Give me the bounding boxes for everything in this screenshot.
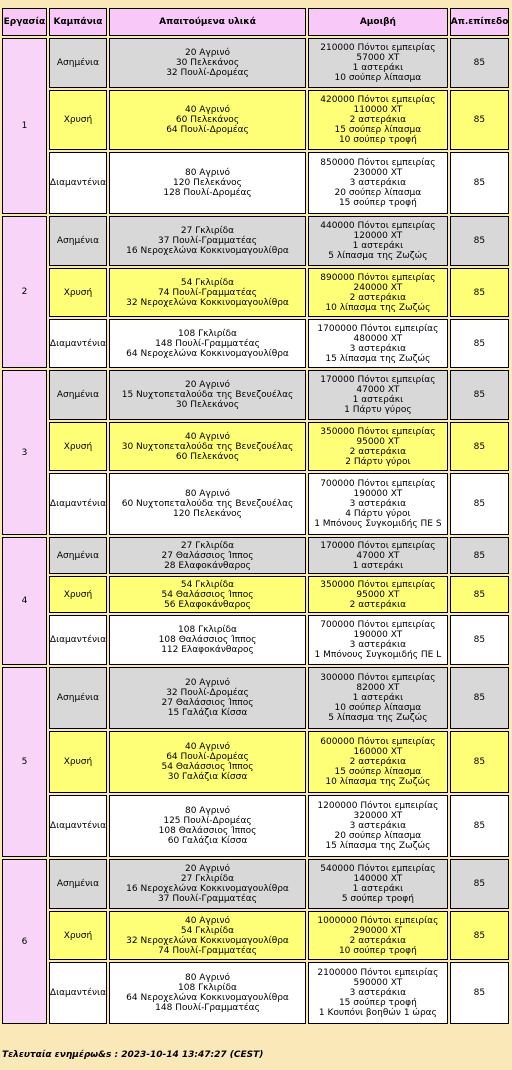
reward-line: 2 αστεράκια (349, 446, 407, 457)
reward-line: 3 αστεράκια (349, 988, 407, 998)
reward-line: 15 σούπερ λίπασμα (334, 125, 422, 135)
reward-line: 1700000 Πόντοι εμπειρίας (317, 323, 439, 334)
table-row (2, 90, 509, 150)
reward-line: 2 αστεράκια (349, 935, 407, 946)
material-line: 30 Πελεκάνος (175, 58, 240, 68)
campaign-cell: Χρυσή (49, 422, 107, 471)
material-line: 60 Πελεκάνος (175, 451, 240, 462)
material-line: 54 Γκλιρίδα (180, 579, 235, 590)
table-row (2, 795, 509, 857)
reward-line: 1000000 Πόντοι εμπειρίας (317, 915, 439, 926)
reward-line: 10 λίπασμα της Ζωζώς (325, 777, 431, 787)
level-cell: 85 (450, 268, 509, 317)
reward-line: 890000 Πόντοι εμπειρίας (320, 272, 436, 283)
campaign-cell: Διαμαντένια (49, 795, 107, 857)
campaign-cell: Διαμαντένια (49, 473, 107, 535)
reward-line: 5 σούπερ τροφή (341, 894, 414, 904)
reward-line: 1200000 Πόντοι εμπειρίας (317, 801, 439, 811)
reward-cell (308, 90, 448, 150)
campaign-cell: Χρυσή (49, 90, 107, 150)
material-line: 74 Πουλί-Γραμματέας (158, 945, 257, 956)
reward-line: 300000 Πόντοι εμπειρίας (320, 673, 436, 683)
campaign-cell: Διαμαντένια (49, 615, 107, 665)
material-line: 37 Πουλί-Γραμματέας (158, 894, 257, 904)
reward-cell (308, 962, 448, 1024)
materials-cell (109, 216, 306, 266)
materials-cell (109, 268, 306, 317)
material-line: 74 Πουλί-Γραμματέας (158, 287, 257, 298)
reward-line: 230000 XT (353, 168, 403, 178)
reward-line: 3 αστεράκια (349, 640, 407, 650)
level-cell: 85 (450, 216, 509, 266)
task-number: 3 (2, 370, 47, 535)
material-line: 40 Αγρινό (184, 742, 231, 752)
reward-cell (308, 615, 448, 665)
table-row (2, 152, 509, 214)
reward-cell (308, 731, 448, 793)
reward-line: 47000 XT (356, 550, 400, 561)
reward-line: 10 σούπερ λίπασμα (334, 703, 422, 713)
reward-line: 1 αστεράκι (352, 693, 404, 703)
reward-cell (308, 152, 448, 214)
material-line: 112 Ελαφοκάνθαρος (161, 645, 254, 655)
table-row (2, 731, 509, 793)
campaign-cell: Ασημένια (49, 859, 107, 909)
level-cell: 85 (450, 859, 509, 909)
material-line: 27 Γκλιρίδα (180, 874, 235, 884)
material-line: 40 Αγρινό (184, 431, 231, 442)
reward-cell (308, 859, 448, 909)
reward-line: 700000 Πόντοι εμπειρίας (320, 620, 436, 630)
campaign-cell: Ασημένια (49, 38, 107, 88)
material-line: 80 Αγρινό (184, 806, 231, 816)
last-updated: Τελευταία ενημέρω&s : 2023-10-14 13:47:27 (CEST) (2, 1050, 264, 1060)
reward-line: 240000 XT (353, 282, 403, 293)
material-line: 80 Αγρινό (184, 168, 231, 178)
reward-cell (308, 911, 448, 960)
reward-line: 1 Μπόνους Συγκομιδής ΠΕ S (314, 519, 442, 529)
material-line: 32 Πουλί-Δρομέας (166, 688, 249, 698)
material-line: 125 Πουλί-Δρομέας (163, 816, 252, 826)
campaign-cell: Ασημένια (49, 537, 107, 574)
reward-line: 57000 XT (356, 53, 400, 63)
material-line: 30 Γαλάζια Κίσσα (167, 772, 248, 782)
material-line: 30 Πελεκάνος (175, 400, 240, 410)
materials-cell (109, 667, 306, 729)
level-cell: 85 (450, 319, 509, 368)
campaign-cell: Διαμαντένια (49, 962, 107, 1024)
material-line: 148 Πουλί-Γραμματέας (155, 1003, 260, 1013)
reward-line: 600000 Πόντοι εμπειρίας (320, 737, 436, 747)
reward-line: 15 λίπασμα της Ζωζώς (325, 353, 431, 364)
level-cell: 85 (450, 667, 509, 729)
material-line: 40 Αγρινό (184, 105, 231, 115)
material-line: 16 Νεροχελώνα Κοκκινομαγουλίθρα (126, 246, 289, 256)
reward-line: 320000 XT (353, 811, 403, 821)
reward-line: 850000 Πόντοι εμπειρίας (320, 158, 436, 168)
reward-line: 10 λίπασμα της Ζωζώς (325, 302, 431, 313)
table-row (2, 615, 509, 665)
material-line: 60 Πελεκάνος (175, 115, 240, 125)
campaign-cell: Χρυσή (49, 731, 107, 793)
task-number: 5 (2, 667, 47, 857)
reward-line: 420000 Πόντοι εμπειρίας (320, 95, 436, 105)
reward-line: 170000 Πόντοι εμπειρίας (320, 375, 436, 385)
material-line: 60 Νυχτοπεταλούδα της Βενεζουέλας (121, 499, 294, 509)
material-line: 128 Πουλί-Δρομέας (163, 188, 252, 198)
material-line: 108 Θαλάσσιος Ίππος (158, 826, 257, 836)
material-line: 54 Γκλιρίδα (180, 925, 235, 936)
material-line: 56 Ελαφοκάνθαρος (164, 599, 251, 610)
material-line: 108 Γκλιρίδα (178, 625, 237, 635)
reward-line: 3 αστεράκια (349, 821, 407, 831)
table-row (2, 576, 509, 613)
header-task: Εργασία (2, 8, 47, 36)
material-line: 64 Πουλί-Δρομέας (166, 752, 249, 762)
materials-cell (109, 537, 306, 574)
reward-cell (308, 422, 448, 471)
material-line: 16 Νεροχελώνα Κοκκινομαγουλίθρα (126, 884, 289, 894)
level-cell: 85 (450, 152, 509, 214)
materials-cell (109, 859, 306, 909)
reward-line: 590000 XT (353, 978, 403, 988)
reward-cell (308, 38, 448, 88)
material-line: 15 Γαλάζια Κίσσα (167, 708, 248, 718)
material-line: 27 Θαλάσσιος Ίππος (161, 698, 254, 708)
campaign-cell: Διαμαντένια (49, 152, 107, 214)
header-reward: Αμοιβή (308, 8, 448, 36)
reward-line: 700000 Πόντοι εμπειρίας (320, 479, 436, 489)
material-line: 64 Νεροχελώνα Κοκκινομαγουλίθρα (126, 993, 289, 1003)
reward-line: 110000 XT (353, 105, 403, 115)
reward-line: 3 αστεράκια (349, 499, 407, 509)
table-row (2, 537, 509, 574)
reward-line: 3 αστεράκια (349, 178, 407, 188)
table-row (2, 911, 509, 960)
header-row (2, 8, 509, 36)
header-campaign: Καμπάνια (49, 8, 107, 36)
reward-line: 1 αστεράκι (352, 241, 404, 251)
materials-cell (109, 152, 306, 214)
materials-cell (109, 370, 306, 420)
reward-line: 1 Κουπόνι βοηθών 1 ώρας (318, 1008, 437, 1018)
material-line: 20 Αγρινό (184, 48, 231, 58)
reward-line: 20 σούπερ λίπασμα (334, 188, 422, 198)
reward-line: 2 αστεράκια (349, 599, 407, 610)
reward-line: 170000 Πόντοι εμπειρίας (320, 540, 436, 551)
reward-cell (308, 216, 448, 266)
material-line: 80 Αγρινό (184, 489, 231, 499)
level-cell: 85 (450, 90, 509, 150)
material-line: 54 Γκλιρίδα (180, 277, 235, 288)
material-line: 108 Γκλιρίδα (178, 328, 237, 339)
reward-line: 120000 XT (353, 231, 403, 241)
reward-line: 95000 XT (356, 436, 400, 447)
material-line: 120 Πελεκάνος (173, 509, 242, 519)
reward-line: 82000 XT (356, 683, 400, 693)
table-row (2, 422, 509, 471)
material-line: 32 Πουλί-Δρομέας (166, 68, 249, 78)
level-cell: 85 (450, 731, 509, 793)
reward-cell (308, 667, 448, 729)
table-row (2, 859, 509, 909)
reward-line: 210000 Πόντοι εμπειρίας (320, 43, 436, 53)
reward-line: 350000 Πόντοι εμπειρίας (320, 426, 436, 437)
reward-cell (308, 537, 448, 574)
materials-cell (109, 576, 306, 613)
reward-cell (308, 319, 448, 368)
header-level: Απ.επίπεδο (450, 8, 509, 36)
reward-line: 1 αστεράκι (352, 395, 404, 405)
table-row (2, 38, 509, 88)
level-cell: 85 (450, 615, 509, 665)
reward-line: 47000 XT (356, 385, 400, 395)
reward-cell (308, 795, 448, 857)
reward-line: 1 Μπόνους Συγκομιδής ΠΕ L (314, 650, 442, 660)
reward-line: 4 Πάρτυ γύροι (345, 509, 411, 519)
material-line: 54 Θαλάσσιος Ίππος (161, 762, 254, 772)
reward-line: 1 Πάρτυ γύρος (344, 405, 412, 415)
reward-line: 290000 XT (353, 925, 403, 936)
reward-line: 350000 Πόντοι εμπειρίας (320, 579, 436, 590)
reward-line: 1 αστεράκι (352, 63, 404, 73)
reward-line: 15 σούπερ τροφή (338, 998, 417, 1008)
material-line: 54 Θαλάσσιος Ίππος (161, 589, 254, 600)
reward-line: 15 σούπερ λίπασμα (334, 767, 422, 777)
level-cell: 85 (450, 473, 509, 535)
material-line: 148 Πουλί-Γραμματέας (155, 338, 260, 349)
materials-cell (109, 911, 306, 960)
campaign-cell: Ασημένια (49, 667, 107, 729)
level-cell: 85 (450, 795, 509, 857)
reward-line: 1 αστεράκι (352, 884, 404, 894)
level-cell: 85 (450, 422, 509, 471)
material-line: 20 Αγρινό (184, 864, 231, 874)
level-cell: 85 (450, 962, 509, 1024)
task-number: 1 (2, 38, 47, 214)
materials-cell (109, 962, 306, 1024)
material-line: 32 Νεροχελώνα Κοκκινομαγουλίθρα (126, 935, 289, 946)
reward-cell (308, 268, 448, 317)
campaign-cell: Χρυσή (49, 576, 107, 613)
reward-line: 10 σούπερ τροφή (338, 135, 417, 145)
material-line: 27 Γκλιρίδα (180, 226, 235, 236)
material-line: 30 Νυχτοπεταλούδα της Βενεζουέλας (121, 441, 294, 452)
reward-line: 2100000 Πόντοι εμπειρίας (317, 968, 439, 978)
campaign-cell: Διαμαντένια (49, 319, 107, 368)
table-row (2, 370, 509, 420)
campaign-cell: Χρυσή (49, 268, 107, 317)
materials-cell (109, 795, 306, 857)
reward-line: 15 λίπασμα της Ζωζώς (325, 841, 431, 851)
material-line: 27 Γκλιρίδα (180, 540, 235, 551)
reward-line: 2 αστεράκια (349, 292, 407, 303)
material-line: 108 Γκλιρίδα (178, 983, 237, 993)
table-row (2, 319, 509, 368)
material-line: 28 Ελαφοκάνθαρος (164, 560, 251, 571)
task-number: 2 (2, 216, 47, 368)
header-materials: Απαιτούμενα υλικά (109, 8, 306, 36)
material-line: 40 Αγρινό (184, 915, 231, 926)
materials-cell (109, 38, 306, 88)
reward-line: 10 σούπερ λίπασμα (334, 73, 422, 83)
task-number: 4 (2, 537, 47, 665)
reward-line: 2 αστεράκια (349, 757, 407, 767)
reward-cell (308, 576, 448, 613)
level-cell: 85 (450, 537, 509, 574)
materials-cell (109, 615, 306, 665)
reward-line: 190000 XT (353, 630, 403, 640)
reward-line: 15 σούπερ τροφή (338, 198, 417, 208)
material-line: 64 Νεροχελώνα Κοκκινομαγουλίθρα (126, 348, 289, 359)
reward-line: 1 αστεράκι (352, 560, 404, 571)
table-row (2, 268, 509, 317)
table-row (2, 473, 509, 535)
reward-line: 2 αστεράκια (349, 115, 407, 125)
material-line: 108 Θαλάσσιος Ίππος (158, 635, 257, 645)
tasks-body (2, 38, 509, 1024)
materials-cell (109, 90, 306, 150)
material-line: 20 Αγρινό (184, 380, 231, 390)
reward-line: 3 αστεράκια (349, 343, 407, 354)
materials-cell (109, 731, 306, 793)
material-line: 37 Πουλί-Γραμματέας (158, 236, 257, 246)
reward-line: 440000 Πόντοι εμπειρίας (320, 221, 436, 231)
reward-line: 95000 XT (356, 589, 400, 600)
material-line: 120 Πελεκάνος (173, 178, 242, 188)
material-line: 64 Πουλί-Δρομέας (166, 125, 249, 135)
reward-line: 190000 XT (353, 489, 403, 499)
reward-line: 540000 Πόντοι εμπειρίας (320, 864, 436, 874)
table-row (2, 667, 509, 729)
level-cell: 85 (450, 370, 509, 420)
material-line: 15 Νυχτοπεταλούδα της Βενεζουέλας (121, 390, 294, 400)
task-number: 6 (2, 859, 47, 1024)
reward-line: 5 λίπασμα της Ζωζώς (328, 251, 428, 261)
level-cell: 85 (450, 38, 509, 88)
reward-cell (308, 473, 448, 535)
reward-line: 5 λίπασμα της Ζωζώς (328, 713, 428, 723)
table-row (2, 962, 509, 1024)
tasks-table (0, 6, 511, 1026)
campaign-cell: Ασημένια (49, 370, 107, 420)
level-cell: 85 (450, 576, 509, 613)
material-line: 27 Θαλάσσιος Ίππος (161, 550, 254, 561)
reward-line: 10 σούπερ τροφή (338, 945, 417, 956)
campaign-cell: Χρυσή (49, 911, 107, 960)
level-cell: 85 (450, 911, 509, 960)
material-line: 80 Αγρινό (184, 973, 231, 983)
materials-cell (109, 473, 306, 535)
table-row (2, 216, 509, 266)
materials-cell (109, 422, 306, 471)
reward-cell (308, 370, 448, 420)
reward-line: 2 Πάρτυ γύροι (345, 456, 411, 467)
materials-cell (109, 319, 306, 368)
reward-line: 140000 XT (353, 874, 403, 884)
reward-line: 20 σούπερ λίπασμα (334, 831, 422, 841)
material-line: 32 Νεροχελώνα Κοκκινομαγουλίθρα (126, 297, 289, 308)
reward-line: 480000 XT (353, 333, 403, 344)
reward-line: 160000 XT (353, 747, 403, 757)
material-line: 60 Γαλάζια Κίσσα (167, 836, 248, 846)
campaign-cell: Ασημένια (49, 216, 107, 266)
material-line: 20 Αγρινό (184, 678, 231, 688)
